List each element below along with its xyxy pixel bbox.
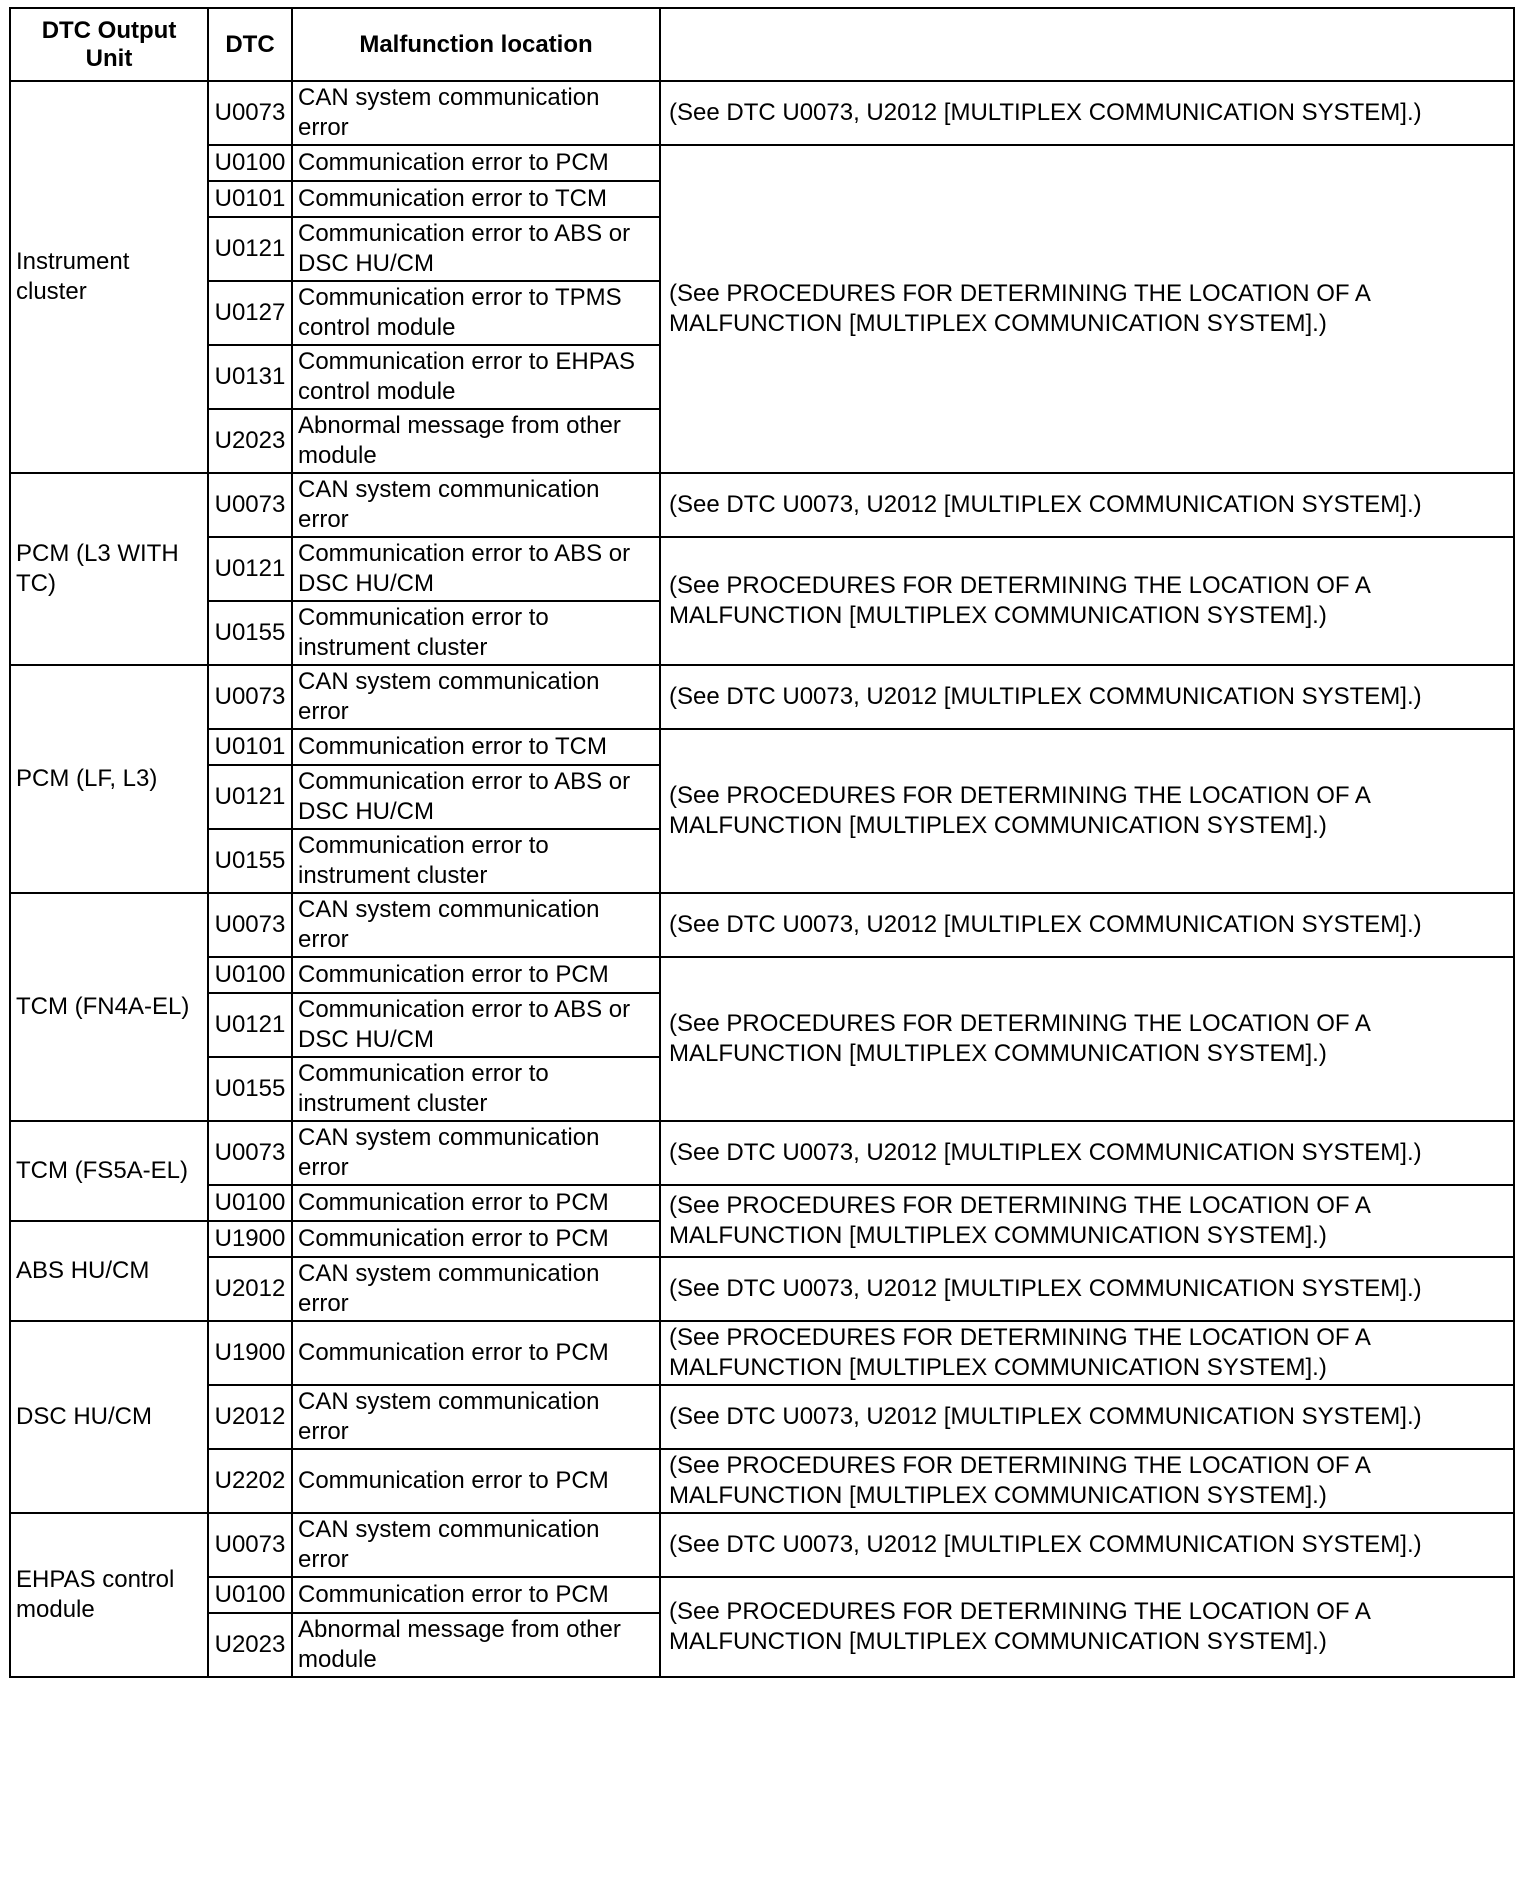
dtc-body xyxy=(10,81,1514,1677)
malfunction-location-cell: Communication error to ABS or DSC HU/CM xyxy=(292,217,660,281)
reference-cell: (See PROCEDURES FOR DETERMINING THE LOCATION OF A MALFUNCTION [MULTIPLEX COMMUNICATION SYSTEM].) xyxy=(660,1321,1514,1385)
malfunction-location-cell: Communication error to PCM xyxy=(292,145,660,181)
header-location: Malfunction location xyxy=(292,8,660,81)
reference-cell: (See PROCEDURES FOR DETERMINING THE LOCATION OF A MALFUNCTION [MULTIPLEX COMMUNICATION SYSTEM].) xyxy=(660,957,1514,1121)
header-row xyxy=(10,8,1514,81)
dtc-code-cell: U0101 xyxy=(208,729,292,765)
malfunction-location-cell: Communication error to EHPAS control module xyxy=(292,345,660,409)
reference-cell: (See DTC U0073, U2012 [MULTIPLEX COMMUNICATION SYSTEM].) xyxy=(660,1121,1514,1185)
output-unit-cell: Instrument cluster xyxy=(10,81,208,473)
malfunction-location-cell: Abnormal message from other module xyxy=(292,1613,660,1677)
dtc-code-cell: U1900 xyxy=(208,1321,292,1385)
malfunction-location-cell: CAN system communication error xyxy=(292,1513,660,1577)
dtc-code-cell: U0155 xyxy=(208,601,292,665)
table-row xyxy=(10,729,1514,765)
dtc-code-cell: U0073 xyxy=(208,1513,292,1577)
malfunction-location-cell: Communication error to PCM xyxy=(292,1185,660,1221)
dtc-code-cell: U0121 xyxy=(208,765,292,829)
table-row xyxy=(10,1385,1514,1449)
dtc-code-cell: U0073 xyxy=(208,665,292,729)
output-unit-cell: TCM (FN4A-EL) xyxy=(10,893,208,1121)
malfunction-location-cell: Communication error to TCM xyxy=(292,181,660,217)
malfunction-location-cell: Communication error to instrument cluster xyxy=(292,1057,660,1121)
reference-cell: (See DTC U0073, U2012 [MULTIPLEX COMMUNICATION SYSTEM].) xyxy=(660,665,1514,729)
reference-cell: (See DTC U0073, U2012 [MULTIPLEX COMMUNICATION SYSTEM].) xyxy=(660,1513,1514,1577)
malfunction-location-cell: CAN system communication error xyxy=(292,1121,660,1185)
table-row xyxy=(10,473,1514,537)
dtc-code-cell: U0121 xyxy=(208,217,292,281)
dtc-code-cell: U0073 xyxy=(208,893,292,957)
dtc-code-cell: U0073 xyxy=(208,1121,292,1185)
reference-cell: (See DTC U0073, U2012 [MULTIPLEX COMMUNICATION SYSTEM].) xyxy=(660,1257,1514,1321)
dtc-code-cell: U2023 xyxy=(208,409,292,473)
reference-cell: (See PROCEDURES FOR DETERMINING THE LOCATION OF A MALFUNCTION [MULTIPLEX COMMUNICATION SYSTEM].) xyxy=(660,145,1514,473)
malfunction-location-cell: CAN system communication error xyxy=(292,1257,660,1321)
dtc-code-cell: U0100 xyxy=(208,1185,292,1221)
table-row xyxy=(10,81,1514,145)
output-unit-cell: PCM (LF, L3) xyxy=(10,665,208,893)
header-unit: DTC Output Unit xyxy=(10,8,208,81)
dtc-code-cell: U2023 xyxy=(208,1613,292,1677)
reference-cell: (See DTC U0073, U2012 [MULTIPLEX COMMUNICATION SYSTEM].) xyxy=(660,81,1514,145)
malfunction-location-cell: Communication error to PCM xyxy=(292,1221,660,1257)
dtc-code-cell: U0155 xyxy=(208,829,292,893)
reference-cell: (See PROCEDURES FOR DETERMINING THE LOCATION OF A MALFUNCTION [MULTIPLEX COMMUNICATION SYSTEM].) xyxy=(660,537,1514,665)
malfunction-location-cell: CAN system communication error xyxy=(292,893,660,957)
table-row xyxy=(10,1321,1514,1385)
table-row xyxy=(10,1257,1514,1321)
dtc-code-cell: U0100 xyxy=(208,145,292,181)
reference-cell: (See DTC U0073, U2012 [MULTIPLEX COMMUNICATION SYSTEM].) xyxy=(660,893,1514,957)
malfunction-location-cell: Communication error to ABS or DSC HU/CM xyxy=(292,993,660,1057)
dtc-code-cell: U0121 xyxy=(208,993,292,1057)
malfunction-location-cell: Communication error to PCM xyxy=(292,1321,660,1385)
table-row xyxy=(10,665,1514,729)
malfunction-location-cell: CAN system communication error xyxy=(292,1385,660,1449)
dtc-code-cell: U0131 xyxy=(208,345,292,409)
dtc-code-cell: U1900 xyxy=(208,1221,292,1257)
output-unit-cell: TCM (FS5A-EL) xyxy=(10,1121,208,1221)
malfunction-location-cell: Communication error to TPMS control module xyxy=(292,281,660,345)
table-row xyxy=(10,145,1514,181)
dtc-table xyxy=(9,7,1515,1678)
table-row xyxy=(10,537,1514,601)
output-unit-cell: DSC HU/CM xyxy=(10,1321,208,1513)
malfunction-location-cell: CAN system communication error xyxy=(292,665,660,729)
reference-cell: (See PROCEDURES FOR DETERMINING THE LOCATION OF A MALFUNCTION [MULTIPLEX COMMUNICATION SYSTEM].) xyxy=(660,1449,1514,1513)
dtc-code-cell: U2012 xyxy=(208,1385,292,1449)
malfunction-location-cell: CAN system communication error xyxy=(292,81,660,145)
malfunction-location-cell: Communication error to ABS or DSC HU/CM xyxy=(292,765,660,829)
output-unit-cell: ABS HU/CM xyxy=(10,1221,208,1321)
dtc-code-cell: U0101 xyxy=(208,181,292,217)
malfunction-location-cell: Communication error to ABS or DSC HU/CM xyxy=(292,537,660,601)
reference-cell: (See PROCEDURES FOR DETERMINING THE LOCATION OF A MALFUNCTION [MULTIPLEX COMMUNICATION SYSTEM].) xyxy=(660,729,1514,893)
malfunction-location-cell: Communication error to PCM xyxy=(292,1449,660,1513)
dtc-code-cell: U0127 xyxy=(208,281,292,345)
dtc-code-cell: U2012 xyxy=(208,1257,292,1321)
malfunction-location-cell: Abnormal message from other module xyxy=(292,409,660,473)
malfunction-location-cell: Communication error to TCM xyxy=(292,729,660,765)
table-row xyxy=(10,893,1514,957)
dtc-code-cell: U0073 xyxy=(208,81,292,145)
table-row xyxy=(10,1513,1514,1577)
dtc-code-cell: U2202 xyxy=(208,1449,292,1513)
malfunction-location-cell: CAN system communication error xyxy=(292,473,660,537)
dtc-code-cell: U0121 xyxy=(208,537,292,601)
dtc-code-cell: U0100 xyxy=(208,1577,292,1613)
reference-cell: (See PROCEDURES FOR DETERMINING THE LOCATION OF A MALFUNCTION [MULTIPLEX COMMUNICATION SYSTEM].) xyxy=(660,1577,1514,1677)
malfunction-location-cell: Communication error to instrument cluster xyxy=(292,601,660,665)
table-row xyxy=(10,1121,1514,1185)
table-row xyxy=(10,1185,1514,1221)
header-dtc: DTC xyxy=(208,8,292,81)
table-row xyxy=(10,957,1514,993)
header-note xyxy=(660,8,1514,81)
reference-cell: (See PROCEDURES FOR DETERMINING THE LOCATION OF A MALFUNCTION [MULTIPLEX COMMUNICATION SYSTEM].) xyxy=(660,1185,1514,1257)
table-row xyxy=(10,1577,1514,1613)
dtc-code-cell: U0100 xyxy=(208,957,292,993)
malfunction-location-cell: Communication error to instrument cluster xyxy=(292,829,660,893)
table-row xyxy=(10,1449,1514,1513)
output-unit-cell: PCM (L3 WITH TC) xyxy=(10,473,208,665)
output-unit-cell: EHPAS control module xyxy=(10,1513,208,1677)
reference-cell: (See DTC U0073, U2012 [MULTIPLEX COMMUNICATION SYSTEM].) xyxy=(660,1385,1514,1449)
dtc-code-cell: U0155 xyxy=(208,1057,292,1121)
malfunction-location-cell: Communication error to PCM xyxy=(292,1577,660,1613)
reference-cell: (See DTC U0073, U2012 [MULTIPLEX COMMUNICATION SYSTEM].) xyxy=(660,473,1514,537)
dtc-code-cell: U0073 xyxy=(208,473,292,537)
malfunction-location-cell: Communication error to PCM xyxy=(292,957,660,993)
